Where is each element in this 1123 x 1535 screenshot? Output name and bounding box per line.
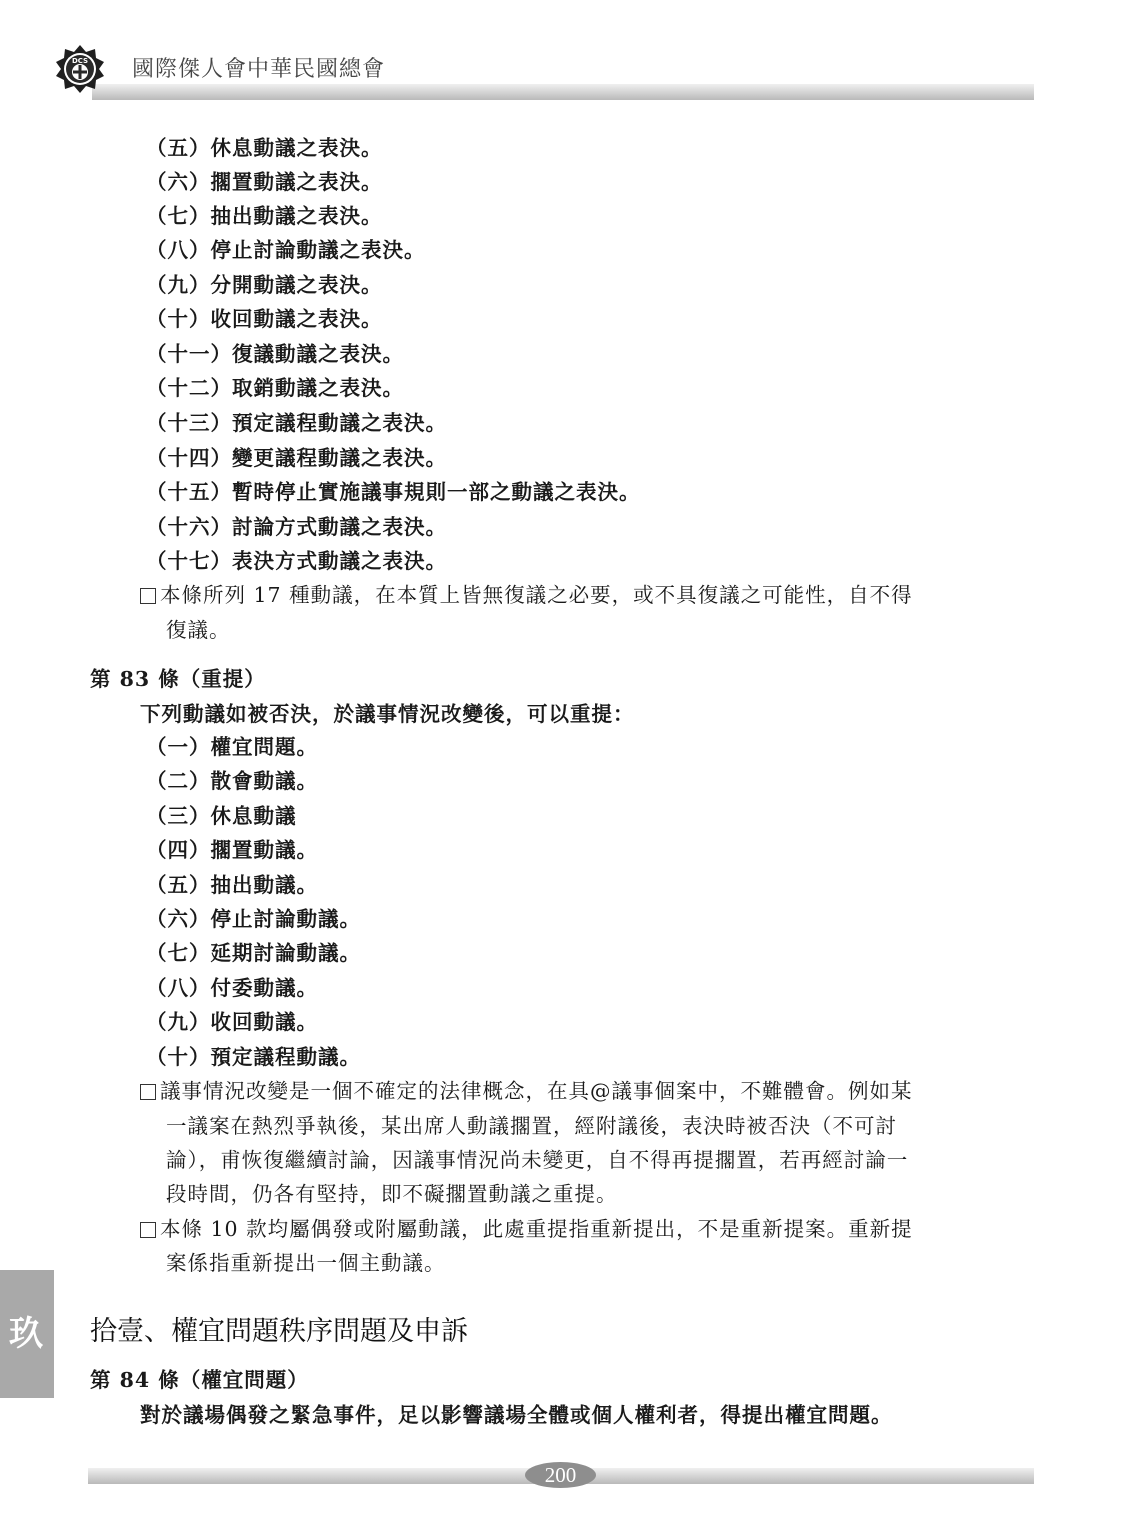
text-line (146, 172, 383, 193)
text-line (146, 771, 318, 792)
line-text: （八）停止討論動議之表決。 (146, 238, 426, 262)
line-text: 一議案在熱烈爭執後，某出席人動議擱置，經附議後，表決時被否決（不可討 (166, 1114, 897, 1138)
text-line (146, 840, 318, 861)
text-line (146, 413, 447, 434)
text-line (146, 806, 297, 827)
text-line (140, 704, 635, 725)
text-line (146, 448, 447, 469)
line-text: （六）擱置動議之表決。 (146, 170, 383, 194)
line-text: 第 84 條（權宜問題） (90, 1368, 309, 1392)
note-box-icon (140, 588, 156, 604)
line-text: 議事情況改變是一個不確定的法律概念，在具@議事個案中，不難體會。例如某 (160, 1079, 913, 1103)
text-line (146, 482, 641, 503)
article-heading (90, 669, 266, 690)
note-box-icon (140, 1084, 156, 1100)
line-text: 段時間，仍各有堅持，即不礙擱置動議之重提。 (166, 1182, 618, 1206)
text-line (146, 344, 404, 365)
note-line (140, 1081, 913, 1102)
text-line (166, 1253, 446, 1274)
text-line (166, 1184, 618, 1205)
text-line (166, 1116, 897, 1137)
line-text: （二）散會動議。 (146, 769, 318, 793)
text-line (146, 909, 361, 930)
org-name: 國際傑人會中華民國總會 (132, 57, 386, 82)
text-line (146, 943, 361, 964)
line-text: 對於議場偶發之緊急事件，足以影響議場全體或個人權利者，得提出權宜問題。 (140, 1403, 893, 1427)
line-text: 復議。 (166, 618, 231, 642)
line-text: 下列動議如被否決，於議事情況改變後，可以重提： (140, 702, 635, 726)
text-line (146, 206, 383, 227)
text-line (146, 275, 383, 296)
text-line (146, 978, 318, 999)
line-text: （十）收回動議之表決。 (146, 307, 383, 331)
logo-text: DCS (71, 57, 89, 65)
text-line (146, 737, 318, 758)
note-line (140, 585, 913, 606)
line-text: 本條所列 17 種動議，在本質上皆無復議之必要，或不具復議之可能性，自不得 (160, 583, 913, 607)
line-text: 本條 10 款均屬偶發或附屬動議，此處重提指重新提出，不是重新提案。重新提 (160, 1217, 913, 1241)
text-line (146, 551, 447, 572)
text-line (166, 620, 231, 641)
section-title: 拾壹、權宜問題秩序問題及申訴 (90, 1316, 468, 1347)
line-text: （七）延期討論動議。 (146, 941, 361, 965)
line-text: （七）抽出動議之表決。 (146, 204, 383, 228)
text-line (146, 138, 383, 159)
line-text: 第 83 條（重提） (90, 667, 266, 691)
note-line (140, 1219, 913, 1240)
line-text: （四）擱置動議。 (146, 838, 318, 862)
line-text: （十）預定議程動議。 (146, 1045, 361, 1069)
text-line (166, 1150, 908, 1171)
line-text: 論），甫恢復繼續討論，因議事情況尚未變更，自不得再提擱置，若再經討論一 (166, 1148, 909, 1172)
line-text: （十四）變更議程動議之表決。 (146, 446, 447, 470)
line-text: （九）收回動議。 (146, 1010, 318, 1034)
text-line (146, 517, 447, 538)
line-text: （十七）表決方式動議之表決。 (146, 549, 447, 573)
text-line (146, 1047, 361, 1068)
line-text: （九）分開動議之表決。 (146, 273, 383, 297)
line-text: （五）休息動議之表決。 (146, 136, 383, 160)
line-text: （一）權宜問題。 (146, 735, 318, 759)
line-text: （十二）取銷動議之表決。 (146, 376, 404, 400)
line-text: （十六）討論方式動議之表決。 (146, 515, 447, 539)
text-line (146, 309, 383, 330)
text-line (146, 240, 426, 261)
side-tab-label: 玖 (9, 1314, 43, 1354)
line-text: （十五）暫時停止實施議事規則一部之動議之表決。 (146, 480, 641, 504)
header-bar (92, 84, 1034, 100)
line-text: 案係指重新提出一個主動議。 (166, 1251, 446, 1275)
line-text: （六）停止討論動議。 (146, 907, 361, 931)
line-text: （五）抽出動議。 (146, 873, 318, 897)
line-text: （三）休息動議 (146, 804, 297, 828)
text-line (146, 378, 404, 399)
page-number: 200 (544, 1463, 577, 1487)
line-text: （十一）復議動議之表決。 (146, 342, 404, 366)
text-line (146, 1012, 318, 1033)
text-line (140, 1405, 893, 1426)
note-box-icon (140, 1222, 156, 1238)
line-text: （十三）預定議程動議之表決。 (146, 411, 447, 435)
article-heading (90, 1370, 309, 1391)
dcs-logo-icon (55, 44, 105, 94)
text-line (146, 875, 318, 896)
line-text: （八）付委動議。 (146, 976, 318, 1000)
